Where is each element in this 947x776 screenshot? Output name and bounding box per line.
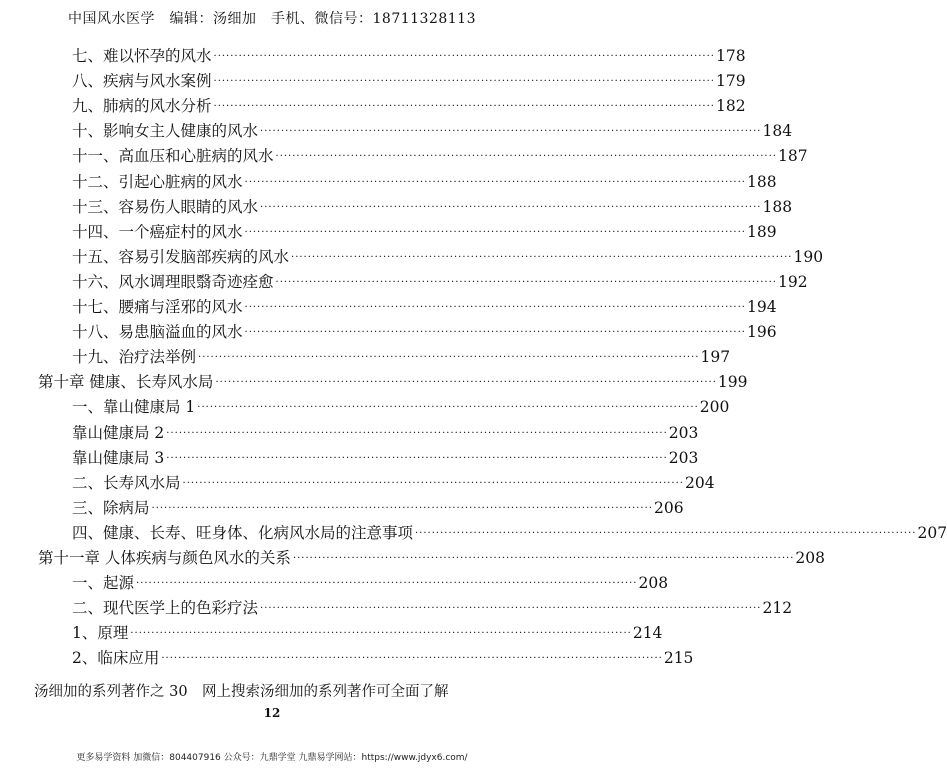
toc-entry-label: 八、疾病与风水案例 [72,72,212,91]
toc-entry-page: 203 [668,423,699,442]
toc-entry-label: 九、肺病的风水分析 [72,97,212,116]
toc-entry-page: 208 [795,549,825,567]
toc-entry-page: 188 [746,172,777,191]
toc-entry-label: 十六、风水调理眼翳奇迹痊愈 [72,272,274,291]
dot-leader: ························································································································ [166,427,668,439]
toc-entry [72,621,663,643]
toc-entry-label: 一、靠山健康局 1 [72,398,196,417]
toc-entry-page: 196 [746,323,777,342]
dot-leader: ························································································································ [260,603,762,615]
toc-entry-page: 188 [762,197,793,216]
toc-entry [72,395,730,417]
toc-entry [72,471,715,493]
toc-entry-label: 十一、高血压和心脏病的风水 [72,147,274,166]
dot-leader: ························································································································ [198,352,700,364]
toc-entry [72,195,793,217]
toc-entry-label: 靠山健康局 3 [72,448,165,467]
dot-leader: ························································································································ [244,302,746,313]
promo-line: 更多易学资料 加微信：804407916 公众号：九鼎学堂 九鼎易学网站：https://www.jdyx6.com/ [76,753,468,763]
dot-leader: ························································································································ [213,51,715,62]
toc-entry [72,320,777,342]
toc-entry-page: 197 [700,348,731,367]
toc-entry-page: 206 [653,498,684,517]
toc-entry [72,170,777,192]
toc-entry-page: 200 [699,398,730,417]
dot-leader: ························································································································ [244,226,746,238]
toc-entry [72,94,746,116]
toc-entry [72,220,777,242]
dot-leader: ························································································································ [260,201,762,213]
toc-entry-label: 三、除病局 [72,498,150,517]
toc-entry-label: 十五、容易引发脑部疾病的风水 [72,247,290,266]
dot-leader: ························································································································ [136,578,638,590]
toc-entry [72,119,793,141]
toc-entry-page: 189 [746,222,777,241]
dot-leader: ························································································································ [275,151,777,163]
toc-entry-label: 靠山健康局 2 [72,423,165,442]
toc-entry-label: 十九、治疗法举例 [72,348,197,367]
dot-leader: ························································································································ [166,452,668,464]
page-number: 12 [263,706,281,720]
toc-entry-label: 一、起源 [72,574,135,593]
toc-entry-page: 203 [668,448,699,467]
toc-entry [38,546,825,568]
toc-entry-label: 四、健康、长寿、旺身体、化病风水局的注意事项 [72,523,414,542]
toc-entry-label: 二、长寿风水局 [72,473,181,492]
dot-leader: ························································································································ [244,176,746,188]
toc-entry-page: 178 [715,47,746,65]
toc-entry [72,270,808,292]
toc-entry [38,370,748,392]
toc-entry [72,571,669,593]
dot-leader: ························································································································ [260,126,762,138]
toc-entry-page: 187 [777,147,808,166]
toc-entry [72,521,947,543]
toc-entry [72,646,694,668]
toc-entry-page: 184 [762,122,793,141]
dot-leader: ························································································································ [182,477,684,489]
toc-entry-label: 十七、腰痛与淫邪的风水 [72,298,243,316]
dot-leader: ························································································································ [130,628,632,640]
dot-leader: ························································································································ [292,553,795,564]
toc-entry-page: 179 [715,72,746,91]
dot-leader: ························································································································ [215,377,717,389]
dot-leader: ························································································································ [291,251,793,263]
toc-entry-page: 208 [638,574,669,593]
toc-entry [72,446,699,468]
toc-entry [72,345,731,367]
dot-leader: ························································································································ [275,276,777,288]
dot-leader: ························································································································ [151,502,653,514]
toc-entry [72,69,746,91]
toc-entry-page: 182 [715,97,746,116]
toc-entry [72,295,777,317]
toc-entry-label: 十二、引起心脏病的风水 [72,172,243,191]
toc-entry-label: 七、难以怀孕的风水 [72,47,212,65]
toc-entry-page: 194 [746,298,777,316]
toc-entry-page: 214 [632,624,663,643]
toc-entry-label: 第十一章 人体疾病与颜色风水的关系 [38,549,291,567]
dot-leader: ························································································································ [161,653,663,665]
toc-entry [72,421,699,443]
toc-entry-label: 二、现代医学上的色彩疗法 [72,599,259,618]
toc-entry-page: 192 [777,272,808,291]
toc-entry-page: 190 [793,247,824,266]
toc-entry-label: 十八、易患脑溢血的风水 [72,323,243,342]
toc-entry [72,44,746,66]
dot-leader: ························································································································ [415,527,917,539]
toc-entry-label: 十三、容易伤人眼睛的风水 [72,197,259,216]
dot-leader: ························································································································ [197,402,699,414]
toc-entry-page: 199 [717,373,748,392]
toc-entry-label: 第十章 健康、长寿风水局 [38,373,214,392]
dot-leader: ························································································································ [213,101,715,113]
toc-entry [72,144,808,166]
toc-entry-label: 2、临床应用 [72,649,160,668]
dot-leader: ························································································································ [244,327,746,339]
toc-entry [72,245,824,267]
toc-entry-label: 1、原理 [72,624,129,643]
toc-entry-page: 212 [762,599,793,618]
toc-entry [72,596,793,618]
toc-entry-page: 215 [663,649,694,668]
toc-entry-page: 204 [684,473,715,492]
toc-entry-page: 207 [917,523,947,542]
toc-entry-label: 十四、一个癌症村的风水 [72,222,243,241]
toc-entry-label: 十、影响女主人健康的风水 [72,122,259,141]
dot-leader: ························································································································ [213,76,715,88]
running-header: 中国风水医学 编辑：汤细加 手机、微信号：18711328113 [68,11,476,27]
toc-entry [72,496,684,518]
series-note: 汤细加的系列著作之 30 网上搜索汤细加的系列著作可全面了解 [34,684,449,700]
